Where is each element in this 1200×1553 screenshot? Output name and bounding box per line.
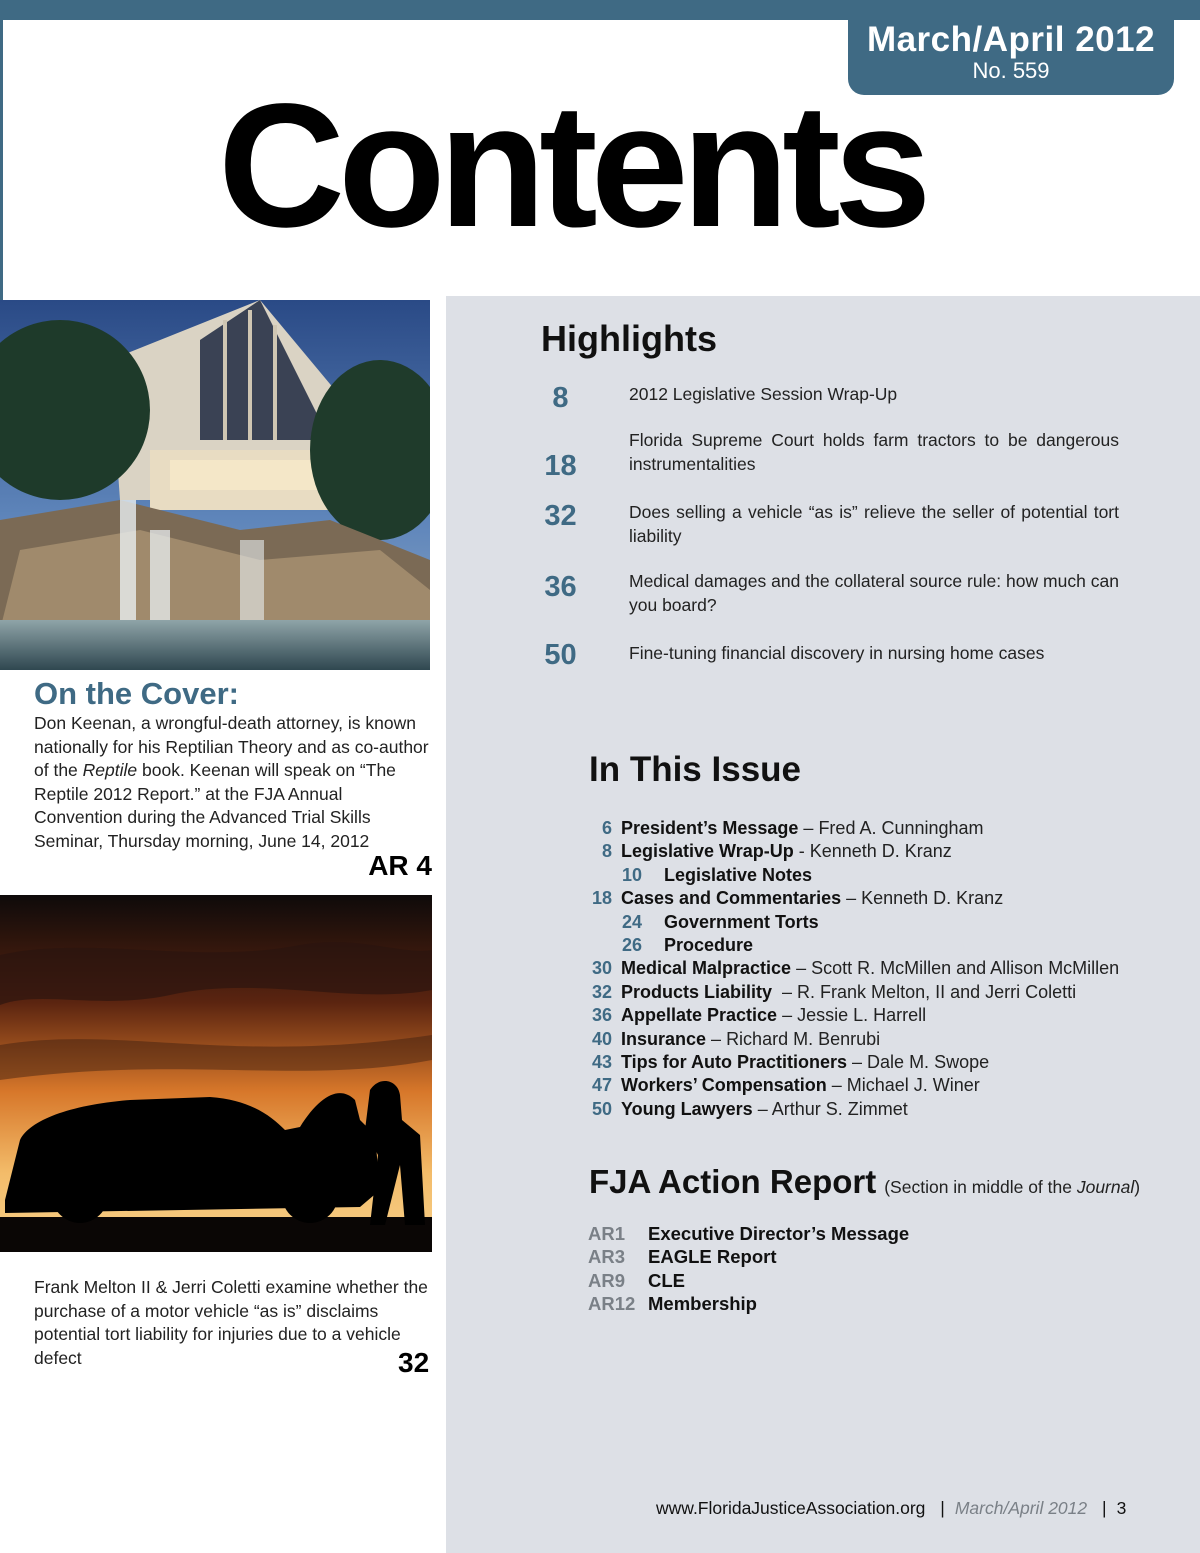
toc-title: Appellate Practice xyxy=(621,1005,778,1026)
toc-author: Arthur S. Zimmet xyxy=(771,1098,908,1119)
highlight-item[interactable] xyxy=(538,569,1128,629)
cover-heading: On the Cover: xyxy=(34,676,239,711)
page-footer xyxy=(656,1498,1126,1519)
toc-title: Government Torts xyxy=(664,911,819,932)
toc-page: 24 xyxy=(622,911,643,932)
toc-title: Workers’ Compensation xyxy=(621,1075,827,1096)
toc-page: 26 xyxy=(622,934,643,955)
action-report-title: Membership xyxy=(648,1293,757,1315)
toc-item[interactable] xyxy=(588,840,1188,863)
footer-date: March/April 2012 xyxy=(954,1498,1088,1518)
feature-photo xyxy=(0,895,432,1252)
toc-page: 10 xyxy=(622,864,643,885)
toc-subitem[interactable] xyxy=(588,911,1188,934)
toc-title: Young Lawyers xyxy=(621,1098,753,1119)
cover-page-ref: AR 4 xyxy=(368,850,432,881)
action-report-code: AR9 xyxy=(588,1269,626,1291)
feature-caption: Frank Melton II & Jerri Coletti examine whether the purchase of a motor vehicle “as is” disclaims potential tort liability for injuries due to a vehicle defect xyxy=(34,1277,428,1368)
toc-page: 50 xyxy=(591,1098,612,1119)
toc-title: Cases and Commentaries xyxy=(621,888,842,909)
action-report-heading-row xyxy=(589,1163,1140,1201)
toc-title: Medical Malpractice xyxy=(621,958,792,979)
toc-separator: – xyxy=(791,958,812,979)
issue-number: No. 559 xyxy=(972,58,1050,83)
toc-author: Kenneth D. Kranz xyxy=(861,888,1004,909)
highlight-page: 36 xyxy=(544,571,577,603)
action-report-item[interactable] xyxy=(588,1245,909,1268)
highlight-title: 2012 Legislative Session Wrap-Up xyxy=(629,384,898,404)
toc-list xyxy=(588,817,1188,1121)
highlight-title: Medical damages and the collateral source rule: how much can you board? xyxy=(629,571,1119,615)
toc-page: 47 xyxy=(591,1075,612,1096)
toc-page: 30 xyxy=(591,958,612,979)
cover-caption-part: Don Keenan, a wrongful-death attorney, is known nationally for his Reptilian Theory and as co-author of the xyxy=(34,713,429,780)
toc-page: 43 xyxy=(591,1051,612,1072)
toc-page: 36 xyxy=(591,1005,612,1026)
toc-item[interactable] xyxy=(588,981,1188,1004)
toc-separator: – xyxy=(772,981,798,1002)
highlight-item[interactable] xyxy=(538,380,1128,420)
toc-title: Products Liability xyxy=(621,981,773,1002)
toc-author: Kenneth D. Kranz xyxy=(809,841,952,862)
action-report-list xyxy=(588,1222,909,1316)
toc-item[interactable] xyxy=(588,817,1188,840)
toc-separator: – xyxy=(798,818,819,838)
action-report-code: AR1 xyxy=(588,1223,626,1244)
toc-title: Insurance xyxy=(621,1028,707,1049)
highlight-item[interactable] xyxy=(538,498,1128,558)
toc-item[interactable] xyxy=(588,1028,1188,1051)
toc-separator: – xyxy=(847,1051,868,1072)
toc-author: Fred A. Cunningham xyxy=(818,818,984,838)
highlight-title: Fine-tuning financial discovery in nursing home cases xyxy=(629,643,1045,663)
toc-separator: - xyxy=(793,841,810,862)
highlight-page: 50 xyxy=(544,639,577,671)
action-report-title: Executive Director’s Message xyxy=(648,1223,910,1244)
feature-page-ref: 32 xyxy=(398,1347,430,1378)
top-bar xyxy=(0,0,1200,20)
toc-author: Michael J. Winer xyxy=(846,1075,980,1096)
toc-separator: – xyxy=(841,888,862,909)
toc-page: 6 xyxy=(601,818,612,838)
toc-page: 18 xyxy=(591,888,612,909)
toc-page: 8 xyxy=(601,841,612,862)
cover-caption-italic: Reptile xyxy=(82,760,138,780)
left-rule xyxy=(0,20,3,300)
toc-subitem[interactable] xyxy=(588,864,1188,887)
action-report-title: EAGLE Report xyxy=(648,1246,777,1268)
toc-separator: – xyxy=(826,1075,847,1096)
toc-title: Tips for Auto Practitioners xyxy=(621,1051,848,1072)
page-number: 3 xyxy=(1116,1498,1127,1518)
toc-item[interactable] xyxy=(588,1004,1188,1027)
highlights-heading: Highlights xyxy=(541,318,717,359)
toc-author: Richard M. Benrubi xyxy=(726,1028,881,1049)
cover-photo xyxy=(0,300,430,670)
footer-url[interactable]: www.FloridaJusticeAssociation.org xyxy=(656,1498,926,1518)
cover-caption-part: book. Keenan will speak on “The Reptile 2012 Report.” at the FJA Annual Convention during the Advanced Trial Skills Seminar, Thursday morning, June 14, 2012 xyxy=(34,760,396,851)
action-report-note-part: ) xyxy=(1134,1177,1141,1197)
toc-title: President’s Message xyxy=(621,818,799,838)
toc-separator: – xyxy=(706,1028,727,1049)
highlight-title: Does selling a vehicle “as is” relieve the seller of potential tort liability xyxy=(629,502,1119,546)
highlight-item[interactable] xyxy=(538,639,1128,679)
toc-item[interactable] xyxy=(588,1051,1188,1074)
footer-divider: | xyxy=(1102,1498,1107,1518)
toc-item[interactable] xyxy=(588,1074,1188,1097)
action-report-code: AR3 xyxy=(588,1246,626,1268)
action-report-code: AR12 xyxy=(588,1293,636,1315)
toc-separator: – xyxy=(777,1005,798,1026)
toc-item[interactable] xyxy=(588,1098,1188,1121)
page-title: Contents xyxy=(218,68,925,264)
action-report-note-part: (Section in middle of the xyxy=(884,1177,1077,1197)
highlight-title: Florida Supreme Court holds farm tractors to be dangerous instrumentalities xyxy=(629,430,1119,474)
toc-title: Legislative Wrap-Up xyxy=(621,841,794,862)
action-report-item[interactable] xyxy=(588,1269,909,1292)
action-report-title: CLE xyxy=(648,1269,685,1291)
cover-caption xyxy=(34,712,429,853)
toc-page: 32 xyxy=(591,981,612,1002)
toc-page: 40 xyxy=(591,1028,612,1049)
issue-date: March/April 2012 xyxy=(866,20,1156,59)
toc-separator: – xyxy=(752,1098,772,1119)
action-report-item[interactable] xyxy=(588,1222,909,1245)
toc-item[interactable] xyxy=(588,957,1188,980)
in-this-issue-heading: In This Issue xyxy=(589,750,801,789)
highlight-page: 8 xyxy=(552,382,569,414)
action-report-note xyxy=(884,1177,1140,1197)
highlight-page: 32 xyxy=(544,500,577,532)
toc-item[interactable] xyxy=(588,887,1188,910)
footer-divider: | xyxy=(940,1498,945,1518)
toc-title: Procedure xyxy=(664,934,754,955)
toc-author: Dale M. Swope xyxy=(867,1051,990,1072)
action-report-item[interactable] xyxy=(588,1292,909,1315)
highlight-page: 18 xyxy=(544,450,577,482)
action-report-heading: FJA Action Report xyxy=(589,1163,877,1200)
toc-author: Jessie L. Harrell xyxy=(797,1005,927,1026)
toc-title: Legislative Notes xyxy=(664,864,813,885)
toc-subitem[interactable] xyxy=(588,934,1188,957)
toc-author: R. Frank Melton, II and Jerri Coletti xyxy=(797,981,1077,1002)
action-report-note-italic: Journal xyxy=(1076,1177,1135,1197)
toc-author: Scott R. McMillen and Allison McMillen xyxy=(811,958,1120,979)
highlight-item[interactable] xyxy=(538,428,1128,488)
